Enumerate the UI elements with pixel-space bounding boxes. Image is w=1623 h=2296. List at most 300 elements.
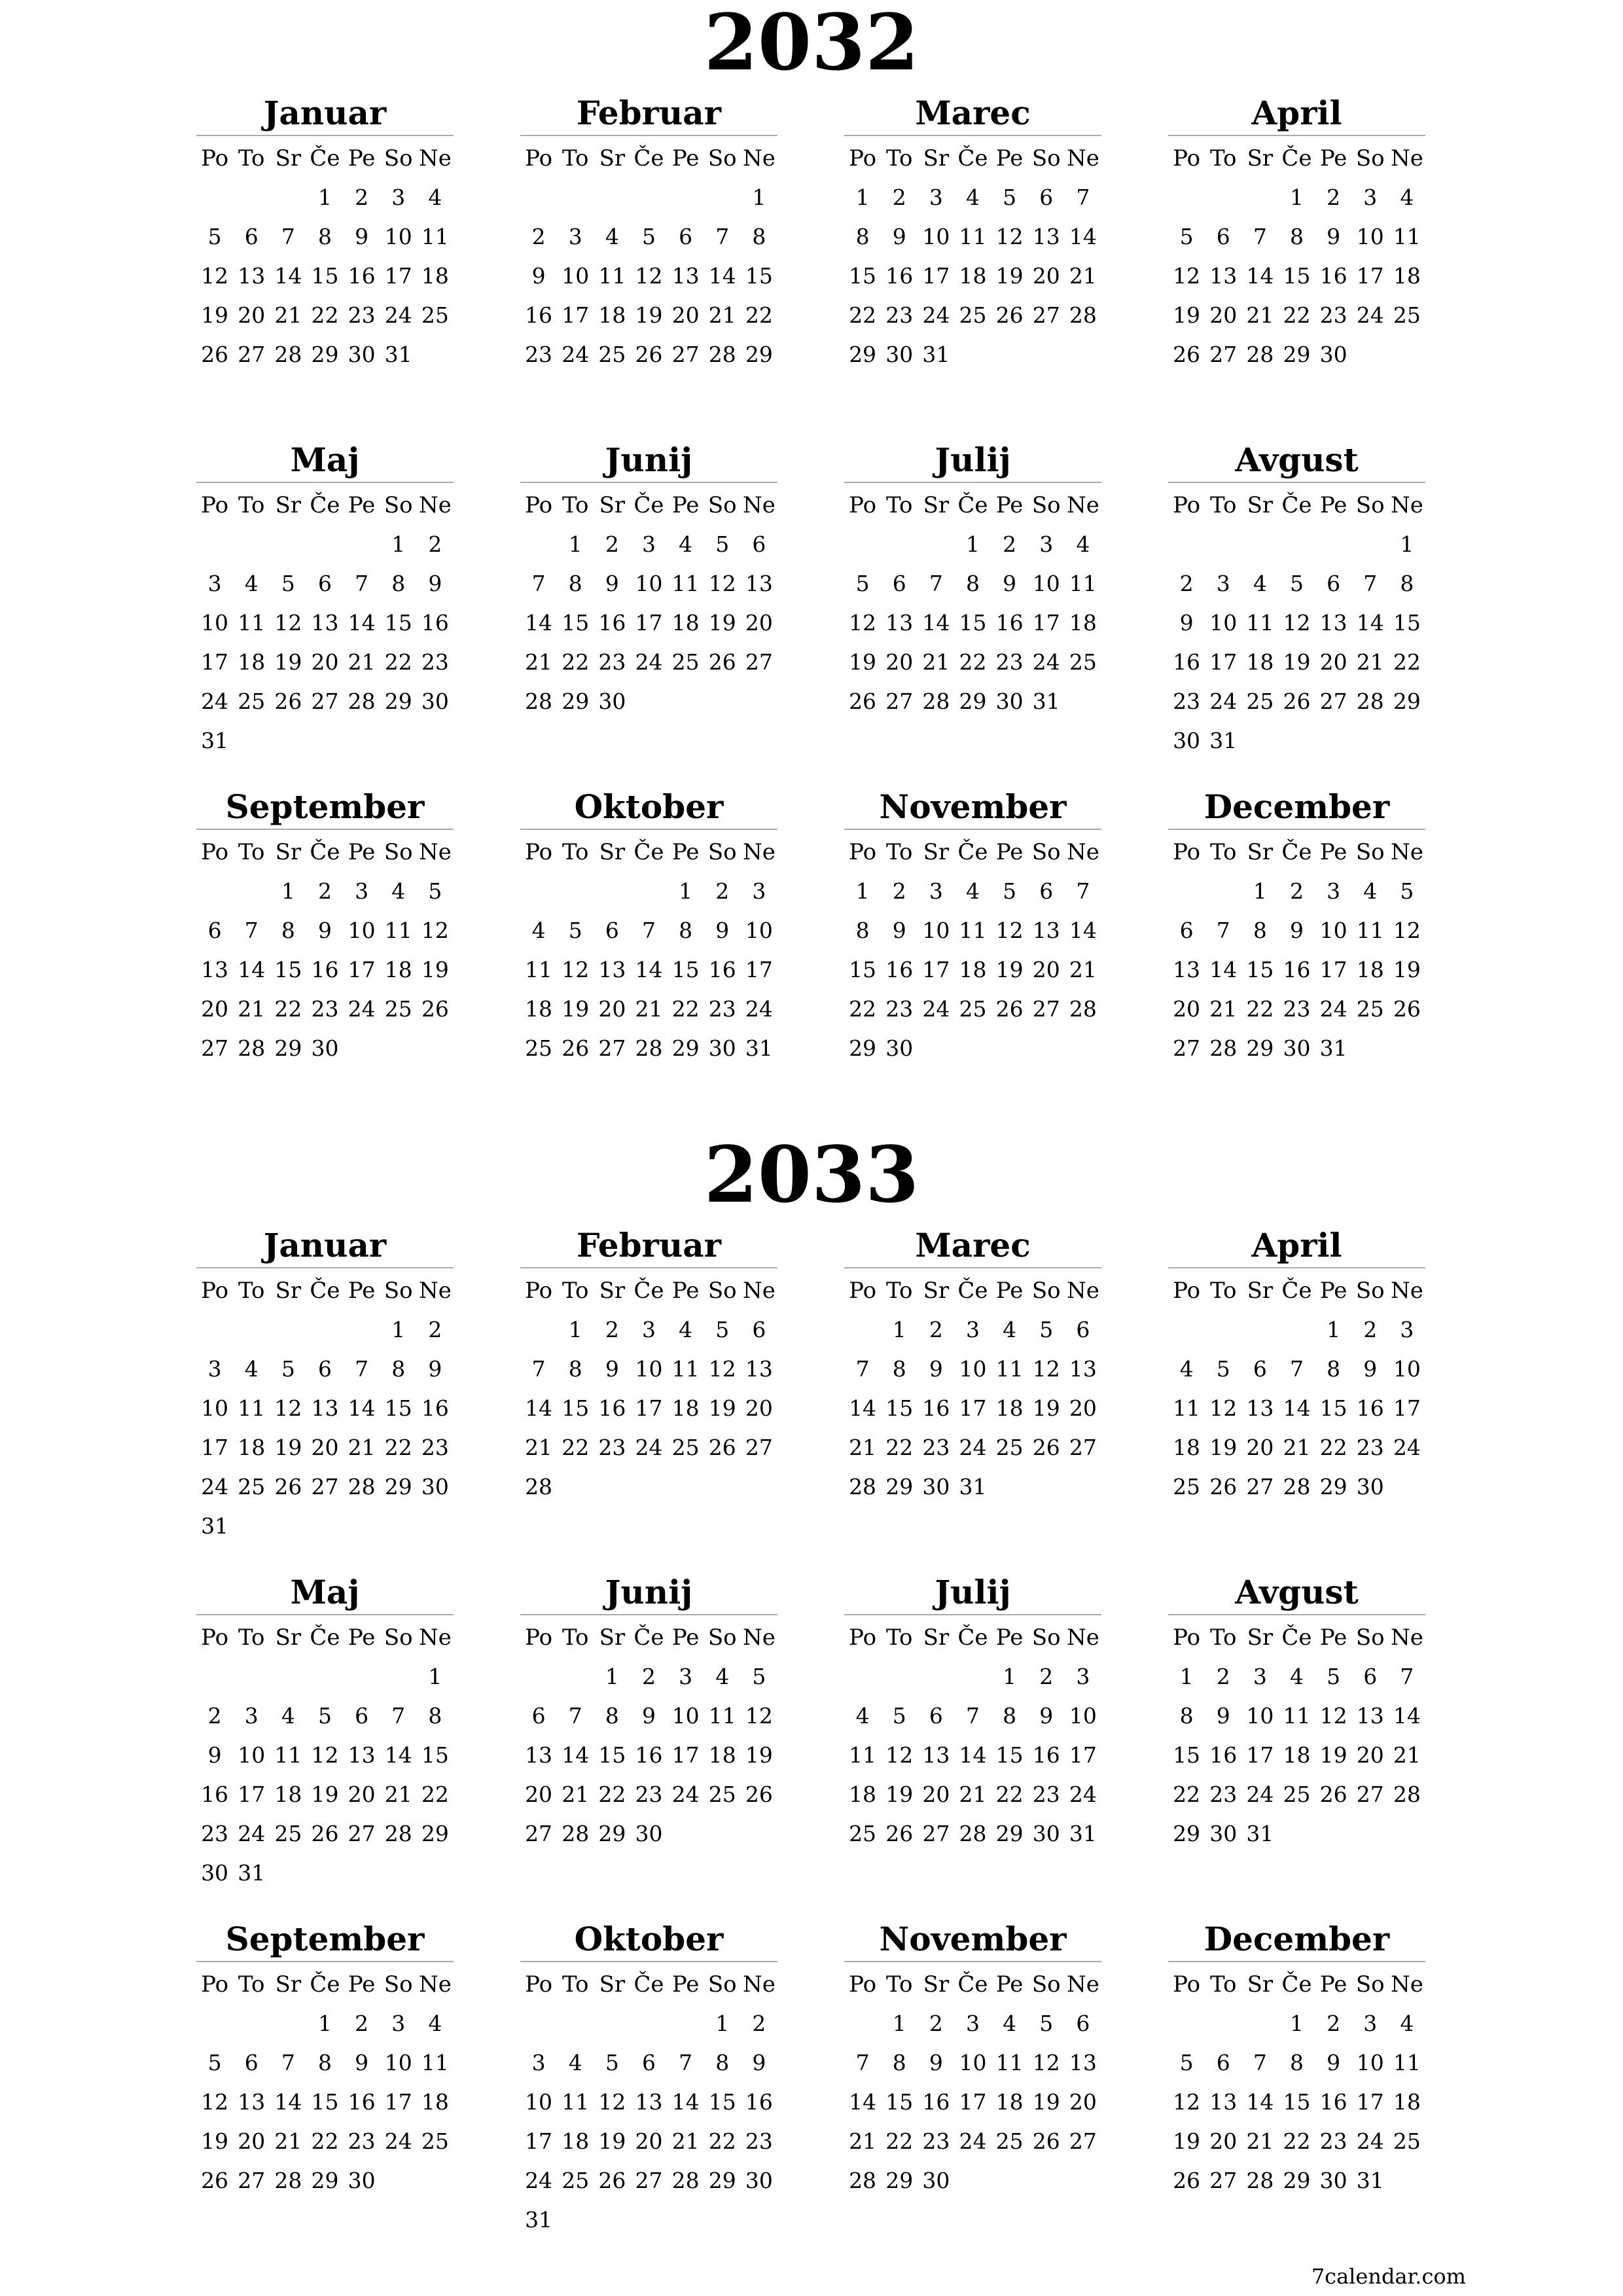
day-cell: 26 [745, 1782, 773, 1807]
weekday-header [520, 139, 777, 178]
day-cell: 9 [355, 224, 369, 249]
day-cell: 27 [238, 342, 266, 367]
day-cell [306, 525, 343, 564]
weekday-label: Sr [599, 1278, 626, 1304]
weekday-label: Pe [671, 839, 700, 865]
day-cell [557, 178, 594, 217]
day-cell: 24 [922, 996, 950, 1022]
week-row [1168, 1657, 1425, 1696]
week-row [1168, 872, 1425, 911]
day-cell: 25 [959, 302, 987, 328]
day-cell: 18 [1173, 1435, 1201, 1460]
day-cell: 23 [922, 1435, 950, 1460]
weekday-label: Ne [418, 145, 452, 171]
day-cell: 27 [1173, 1035, 1201, 1061]
weekday-header [196, 833, 454, 872]
day-cell: 6 [531, 1703, 546, 1729]
day-cell: 1 [317, 185, 332, 210]
day-cell: 16 [885, 263, 914, 289]
day-cell: 12 [885, 1742, 914, 1768]
day-cell: 4 [428, 185, 442, 210]
day-cell: 2 [1179, 571, 1194, 596]
day-cell: 30 [348, 2168, 376, 2193]
day-cell: 20 [348, 1782, 376, 1807]
day-cell: 28 [1246, 342, 1274, 367]
month-divider [1168, 135, 1425, 136]
day-cell: 5 [1179, 224, 1194, 249]
day-cell: 11 [1393, 224, 1421, 249]
week-row [196, 1814, 454, 1854]
month-divider [520, 135, 777, 136]
month-januar [196, 1224, 454, 1571]
day-cell: 14 [384, 1742, 412, 1768]
month-divider [196, 135, 454, 136]
day-cell [520, 525, 557, 564]
day-cell: 31 [922, 342, 950, 367]
weekday-label: To [238, 1624, 265, 1651]
day-cell: 16 [598, 610, 626, 636]
week-row [1168, 990, 1425, 1029]
day-cell: 13 [598, 957, 626, 982]
weekday-label: Ne [1066, 1278, 1099, 1304]
day-cell: 14 [1209, 957, 1238, 982]
weekday-label: Pe [348, 1971, 376, 1998]
day-cell: 26 [995, 996, 1024, 1022]
day-cell [417, 721, 454, 761]
day-cell: 4 [568, 2050, 582, 2075]
day-cell [1028, 1029, 1065, 1068]
day-cell: 4 [1400, 2011, 1414, 2036]
day-cell [270, 525, 306, 564]
month-julij [844, 439, 1101, 785]
weekday-label: Če [633, 839, 664, 865]
day-cell: 24 [384, 2128, 412, 2154]
day-cell: 11 [1173, 1395, 1201, 1421]
day-cell [668, 2004, 704, 2043]
month-november [844, 785, 1101, 1132]
weekday-label: Po [849, 1624, 877, 1651]
day-cell [1389, 721, 1425, 761]
week-row [196, 990, 454, 1029]
day-cell [668, 1467, 704, 1507]
day-cell: 25 [1246, 689, 1274, 714]
day-cell: 3 [568, 224, 582, 249]
day-cell [557, 1467, 594, 1507]
weekday-label: So [383, 839, 413, 865]
day-cell: 10 [1069, 1703, 1097, 1729]
day-cell [918, 1029, 954, 1068]
day-cell: 11 [384, 918, 412, 943]
day-cell: 9 [428, 1356, 442, 1382]
day-cell: 5 [1327, 1664, 1341, 1689]
day-cell: 16 [598, 1395, 626, 1421]
weekday-label: Ne [742, 1278, 776, 1304]
day-cell: 29 [384, 1474, 412, 1499]
day-cell: 5 [281, 1356, 295, 1382]
day-cell [704, 1467, 741, 1507]
day-cell: 20 [238, 2128, 266, 2154]
day-cell: 4 [1003, 1317, 1017, 1342]
week-row [1168, 721, 1425, 761]
day-cell: 1 [428, 1664, 442, 1689]
day-cell: 14 [671, 2089, 700, 2115]
week-row [196, 2122, 454, 2161]
day-cell: 27 [201, 1035, 229, 1061]
day-cell: 19 [274, 649, 302, 675]
weekday-label: So [383, 492, 413, 518]
month-divider [1168, 482, 1425, 483]
weekday-label: So [383, 1624, 413, 1651]
day-cell: 22 [1393, 649, 1421, 675]
day-cell [1168, 872, 1205, 911]
weekday-label: Ne [742, 1624, 776, 1651]
day-cell: 3 [641, 1317, 656, 1342]
day-cell: 6 [752, 1317, 766, 1342]
weekday-header [196, 139, 454, 178]
day-cell: 28 [959, 1821, 987, 1846]
weekday-label: Po [525, 1278, 553, 1304]
week-row [844, 2122, 1101, 2161]
day-cell: 14 [348, 610, 376, 636]
day-cell: 29 [1246, 1035, 1274, 1061]
day-cell: 17 [635, 1395, 663, 1421]
day-cell: 10 [201, 610, 229, 636]
day-cell: 15 [562, 1395, 590, 1421]
week-row [520, 2043, 777, 2083]
week-row [520, 1389, 777, 1428]
weekday-label: Ne [1066, 492, 1099, 518]
day-cell: 9 [715, 918, 730, 943]
week-row [1168, 1775, 1425, 1814]
week-row [196, 1310, 454, 1350]
day-cell: 18 [384, 957, 412, 982]
day-cell: 23 [598, 649, 626, 675]
day-cell: 12 [1393, 918, 1421, 943]
day-cell: 25 [274, 1821, 302, 1846]
day-cell: 20 [1069, 1395, 1097, 1421]
day-cell: 10 [635, 571, 663, 596]
day-cell: 19 [201, 302, 229, 328]
day-cell: 20 [1032, 957, 1060, 982]
week-row [1168, 564, 1425, 603]
day-cell: 1 [855, 878, 870, 904]
day-cell: 23 [1032, 1782, 1060, 1807]
day-cell: 12 [1209, 1395, 1238, 1421]
day-cell: 6 [892, 571, 906, 596]
day-cell: 22 [849, 302, 877, 328]
day-cell: 25 [1283, 1782, 1311, 1807]
week-row [844, 682, 1101, 721]
day-cell: 18 [562, 2128, 590, 2154]
weekday-label: Ne [1390, 492, 1423, 518]
day-cell: 3 [1216, 571, 1230, 596]
day-cell: 10 [922, 918, 950, 943]
day-cell: 17 [525, 2128, 553, 2154]
day-cell: 2 [929, 1317, 943, 1342]
day-cell: 23 [885, 302, 914, 328]
week-row [520, 2200, 777, 2240]
weekday-label: Če [1281, 1278, 1312, 1304]
month-name: Avgust [1235, 440, 1359, 479]
day-cell: 6 [1179, 918, 1194, 943]
day-cell: 1 [1289, 185, 1304, 210]
day-cell [630, 2200, 667, 2240]
day-cell: 22 [274, 996, 302, 1022]
day-cell [630, 682, 667, 721]
week-row [196, 1736, 454, 1775]
day-cell: 6 [355, 1703, 369, 1729]
weekday-header [520, 1618, 777, 1657]
day-cell: 30 [1032, 1821, 1060, 1846]
weekday-label: So [1031, 1278, 1061, 1304]
day-cell: 18 [849, 1782, 877, 1807]
weekday-label: To [562, 492, 589, 518]
day-cell: 27 [1069, 1435, 1097, 1460]
day-cell: 7 [855, 1356, 870, 1382]
weekday-label: Ne [742, 1971, 776, 1998]
weekday-label: To [1209, 1624, 1237, 1651]
day-cell: 26 [201, 342, 229, 367]
week-row [520, 257, 777, 296]
day-cell: 17 [922, 957, 950, 982]
weekday-label: So [383, 145, 413, 171]
month-september [196, 1918, 454, 2265]
week-row [844, 1350, 1101, 1389]
month-divider [844, 1267, 1101, 1268]
day-cell [1389, 2161, 1425, 2200]
day-cell: 27 [598, 1035, 626, 1061]
month-name: Februar [577, 94, 721, 132]
weekday-label: Pe [671, 492, 700, 518]
day-cell: 16 [708, 957, 736, 982]
day-cell: 24 [201, 1474, 229, 1499]
week-row [520, 1350, 777, 1389]
day-cell: 18 [274, 1782, 302, 1807]
month-januar [196, 92, 454, 439]
day-cell: 10 [635, 1356, 663, 1382]
month-name: September [225, 787, 425, 826]
day-cell: 21 [525, 649, 553, 675]
day-cell [380, 1854, 417, 1893]
weekday-label: Ne [418, 1971, 452, 1998]
day-cell: 10 [959, 2050, 987, 2075]
week-row [1168, 1389, 1425, 1428]
week-row [844, 872, 1101, 911]
week-row [196, 2043, 454, 2083]
day-cell: 24 [671, 1782, 700, 1807]
day-cell: 15 [885, 2089, 914, 2115]
day-cell: 10 [959, 1356, 987, 1382]
day-cell [668, 682, 704, 721]
weekday-label: Sr [1247, 145, 1274, 171]
day-cell: 16 [1173, 649, 1201, 675]
day-cell [1065, 682, 1101, 721]
day-cell: 24 [201, 689, 229, 714]
day-cell: 11 [421, 2050, 449, 2075]
day-cell [417, 1029, 454, 1068]
day-cell [344, 1310, 380, 1350]
weekday-label: Ne [1066, 839, 1099, 865]
week-row [1168, 2161, 1425, 2200]
day-cell: 22 [598, 1782, 626, 1807]
day-cell: 29 [959, 689, 987, 714]
week-row [844, 1467, 1101, 1507]
day-cell [1205, 872, 1241, 911]
day-cell: 29 [274, 1035, 302, 1061]
weekday-header [520, 1271, 777, 1310]
day-cell: 23 [348, 302, 376, 328]
day-cell: 11 [959, 918, 987, 943]
day-cell: 17 [671, 1742, 700, 1768]
day-cell: 19 [1173, 2128, 1201, 2154]
day-cell: 26 [1319, 1782, 1347, 1807]
day-cell: 16 [1283, 957, 1311, 982]
day-cell [380, 2161, 417, 2200]
day-cell: 15 [995, 1742, 1024, 1768]
week-row [196, 335, 454, 374]
day-cell: 14 [1246, 263, 1274, 289]
day-cell: 14 [274, 263, 302, 289]
day-cell: 6 [244, 224, 259, 249]
day-cell: 3 [207, 1356, 222, 1382]
month-grid [196, 92, 1427, 1132]
day-cell: 25 [525, 1035, 553, 1061]
week-row [844, 950, 1101, 990]
day-cell: 9 [531, 263, 546, 289]
day-cell: 8 [855, 224, 870, 249]
week-row [520, 1814, 777, 1854]
day-cell: 5 [317, 1703, 332, 1729]
weekday-label: Pe [1319, 492, 1347, 518]
day-cell [918, 525, 954, 564]
weekday-label: To [562, 145, 589, 171]
week-row [520, 1029, 777, 1068]
day-cell: 23 [635, 1782, 663, 1807]
month-februar [520, 92, 777, 439]
week-row [1168, 2122, 1425, 2161]
day-cell: 28 [708, 342, 736, 367]
day-cell [881, 525, 918, 564]
day-cell [1168, 2004, 1205, 2043]
day-cell: 3 [391, 185, 406, 210]
weekday-label: Po [201, 145, 229, 171]
day-cell: 6 [679, 224, 693, 249]
week-row [1168, 1736, 1425, 1775]
day-cell: 26 [1283, 689, 1311, 714]
day-cell: 17 [922, 263, 950, 289]
day-cell: 8 [1003, 1703, 1017, 1729]
day-cell [233, 2004, 270, 2043]
weekday-label: Ne [1390, 1278, 1423, 1304]
day-cell: 27 [1069, 2128, 1097, 2154]
day-cell [344, 1029, 380, 1068]
day-cell: 29 [1283, 342, 1311, 367]
weekday-label: Po [201, 1278, 229, 1304]
day-cell [954, 335, 991, 374]
week-row [844, 1696, 1101, 1736]
day-cell [991, 1029, 1028, 1068]
day-cell: 17 [384, 2089, 412, 2115]
day-cell: 24 [745, 996, 773, 1022]
day-cell: 21 [922, 649, 950, 675]
day-cell: 28 [849, 2168, 877, 2193]
week-row [1168, 2004, 1425, 2043]
day-cell: 12 [708, 1356, 736, 1382]
day-cell: 12 [311, 1742, 339, 1768]
day-cell: 13 [201, 957, 229, 982]
day-cell: 31 [1356, 2168, 1384, 2193]
day-cell: 20 [1319, 649, 1347, 675]
day-cell [1278, 525, 1315, 564]
day-cell: 8 [1327, 1356, 1341, 1382]
day-cell: 14 [849, 2089, 877, 2115]
month-divider [520, 829, 777, 830]
week-row [844, 1736, 1101, 1775]
weekday-label: Po [1173, 145, 1201, 171]
day-cell: 3 [531, 2050, 546, 2075]
day-cell: 8 [391, 1356, 406, 1382]
day-cell [1028, 2161, 1065, 2200]
year-title: 2032 [704, 0, 919, 88]
day-cell [1065, 1029, 1101, 1068]
day-cell: 15 [1319, 1395, 1347, 1421]
day-cell [196, 525, 233, 564]
week-row [196, 1350, 454, 1389]
day-cell: 23 [995, 649, 1024, 675]
day-cell [270, 1854, 306, 1893]
day-cell: 8 [281, 918, 295, 943]
day-cell: 15 [274, 957, 302, 982]
day-cell: 13 [238, 263, 266, 289]
day-cell: 26 [708, 1435, 736, 1460]
day-cell [741, 1814, 777, 1854]
weekday-label: Sr [923, 492, 950, 518]
day-cell: 22 [311, 2128, 339, 2154]
day-cell: 23 [1319, 302, 1347, 328]
weekday-label: To [238, 839, 265, 865]
day-cell: 30 [421, 689, 449, 714]
day-cell: 25 [959, 996, 987, 1022]
day-cell: 9 [428, 571, 442, 596]
day-cell: 9 [1039, 1703, 1054, 1729]
weekday-label: Po [849, 145, 877, 171]
day-cell: 20 [525, 1782, 553, 1807]
day-cell [1241, 525, 1278, 564]
day-cell: 27 [238, 2168, 266, 2193]
day-cell: 28 [348, 689, 376, 714]
day-cell: 13 [885, 610, 914, 636]
day-cell: 13 [1032, 224, 1060, 249]
week-row [196, 682, 454, 721]
day-cell: 7 [568, 1703, 582, 1729]
weekday-label: To [1209, 145, 1237, 171]
day-cell: 31 [1032, 689, 1060, 714]
day-cell: 17 [201, 649, 229, 675]
day-cell: 26 [1393, 996, 1421, 1022]
day-cell: 23 [1319, 2128, 1347, 2154]
weekday-label: Sr [599, 145, 626, 171]
weekday-label: Pe [671, 145, 700, 171]
day-cell: 21 [1209, 996, 1238, 1022]
day-cell: 24 [525, 2168, 553, 2193]
day-cell: 14 [959, 1742, 987, 1768]
week-row [520, 1775, 777, 1814]
weekday-label: Ne [1390, 1624, 1423, 1651]
month-divider [1168, 1267, 1425, 1268]
day-cell: 4 [965, 878, 980, 904]
day-cell: 8 [1289, 2050, 1304, 2075]
weekday-label: Pe [1319, 1278, 1347, 1304]
